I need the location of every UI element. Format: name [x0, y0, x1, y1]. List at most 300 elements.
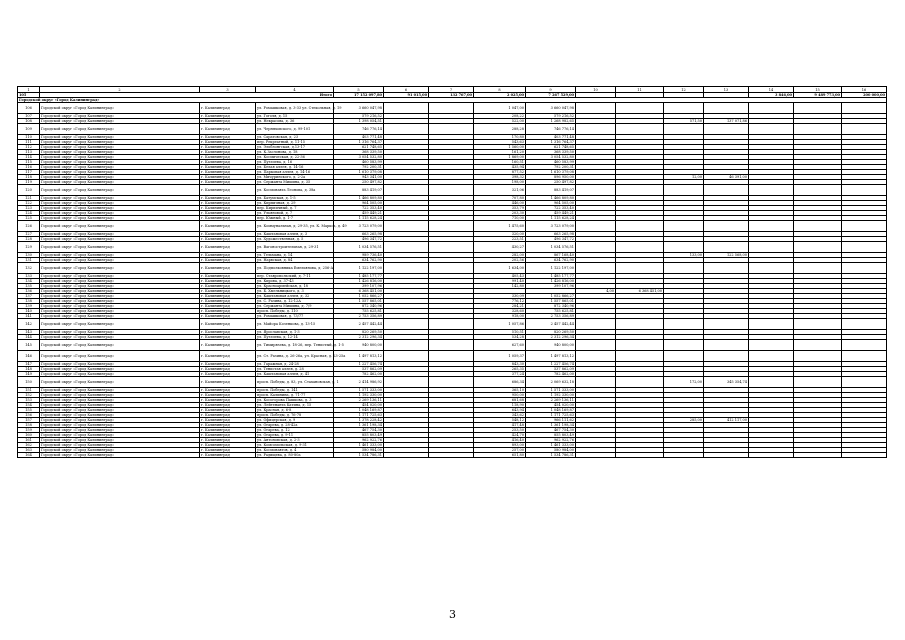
value-cell: 285,00 [664, 418, 704, 423]
district-cell: Городской округ «Город Калининград» [40, 309, 200, 314]
value-cell: 118,90 [474, 403, 526, 408]
row-number: 125 [18, 216, 40, 221]
row-number: 149 [18, 372, 40, 377]
city-cell: г. Калининград [200, 423, 256, 428]
address-cell: ул. Офицерская, д. 9 [256, 418, 334, 423]
value-cell [842, 340, 887, 351]
table-row [18, 351, 887, 362]
city-cell: г. Калининград [200, 124, 256, 135]
value-cell [664, 185, 704, 196]
value-cell: 663 265,98 [334, 232, 384, 237]
district-cell: Городской округ «Город Калининград» [40, 211, 200, 216]
city-cell: г. Калининград [200, 309, 256, 314]
city-cell: г. Калининград [200, 448, 256, 453]
value-cell: 964 505,00 [526, 201, 576, 206]
value-cell: 328,60 [474, 309, 526, 314]
value-cell [616, 242, 664, 253]
value-cell [794, 453, 842, 458]
value-cell: 1 485 177,77 [526, 274, 576, 279]
row-number: 151 [18, 388, 40, 393]
district-cell: Городской округ «Город Калининград» [40, 335, 200, 340]
value-cell: 534,28 [474, 335, 526, 340]
city-cell: г. Калининград [200, 351, 256, 362]
value-cell: 398,32 [474, 175, 526, 180]
value-cell: 1 316 764,37 [526, 140, 576, 145]
value-cell: 3 660 047,98 [334, 103, 384, 114]
value-cell [842, 221, 887, 232]
value-cell [664, 103, 704, 114]
value-cell [794, 377, 842, 388]
district-cell: Городской округ «Город Калининград» [40, 453, 200, 458]
row-number: 116 [18, 165, 40, 170]
value-cell: 403 771,48 [334, 135, 384, 140]
value-cell [384, 221, 429, 232]
district-cell: Городской округ «Город Калининград» [40, 433, 200, 438]
row-number: 127 [18, 232, 40, 237]
value-cell: 1 610 379,08 [526, 170, 576, 175]
value-cell: 1 192 330,00 [526, 393, 576, 398]
value-cell: 2 753 356,89 [334, 314, 384, 319]
city-cell: г. Калининград [200, 284, 256, 289]
district-cell: Городской округ «Город Калининград» [40, 448, 200, 453]
value-cell [749, 340, 794, 351]
value-cell [794, 340, 842, 351]
city-cell: г. Калининград [200, 237, 256, 242]
value-cell [429, 351, 474, 362]
row-number: 138 [18, 299, 40, 304]
value-cell: 459 449,21 [526, 211, 576, 216]
row-number: 153 [18, 398, 40, 403]
city-cell: г. Калининград [200, 201, 256, 206]
value-cell: 3 054 532,80 [526, 155, 576, 160]
value-cell: 1 571 333,00 [526, 388, 576, 393]
value-cell [704, 185, 749, 196]
value-cell: 1 534 786,31 [334, 453, 384, 458]
value-cell: 223,51 [474, 237, 526, 242]
district-cell: Городской округ «Город Калининград» [40, 304, 200, 309]
total-number: 105 [18, 93, 40, 98]
row-number: 139 [18, 304, 40, 309]
value-cell [704, 319, 749, 330]
value-cell [842, 351, 887, 362]
city-cell: г. Калининград [200, 274, 256, 279]
row-number: 145 [18, 340, 40, 351]
value-cell: 405,43 [474, 274, 526, 279]
city-cell: г. Калининград [200, 398, 256, 403]
value-cell [704, 124, 749, 135]
value-cell: 343,62 [474, 413, 526, 418]
value-cell: 320,00 [474, 232, 526, 237]
value-cell: 962 922,76 [526, 438, 576, 443]
value-cell: 416,40 [474, 438, 526, 443]
table-row [18, 340, 887, 351]
value-cell [842, 124, 887, 135]
value-cell [842, 103, 887, 114]
value-cell: 424,70 [474, 433, 526, 438]
city-cell: г. Калининград [200, 150, 256, 155]
total-cell: 7 267 529,00 [526, 93, 576, 98]
district-cell: Городской округ «Город Калининград» [40, 393, 200, 398]
value-cell [794, 103, 842, 114]
value-cell: 460 583,99 [334, 160, 384, 165]
address-cell: ул. Космонавта Леонова, д. 38а [256, 185, 334, 196]
value-cell: 203,30 [474, 211, 526, 216]
row-number: 114 [18, 155, 40, 160]
address-cell: ул. Огарева, д. 28-42а [256, 423, 334, 428]
value-cell [842, 242, 887, 253]
header-cell: 12 [664, 87, 704, 93]
row-number: 134 [18, 279, 40, 284]
value-cell: 12,00 [664, 175, 704, 180]
row-number: 106 [18, 103, 40, 114]
district-cell: Городской округ «Город Калининград» [40, 201, 200, 206]
city-cell: г. Калининград [200, 314, 256, 319]
value-cell: 2 312 296,34 [334, 335, 384, 340]
address-cell: просп. Победы, д. 76-78 [256, 413, 334, 418]
value-cell [749, 103, 794, 114]
value-cell: 634 762,90 [334, 258, 384, 263]
value-cell [794, 319, 842, 330]
value-cell: 265,35 [474, 367, 526, 372]
value-cell [664, 242, 704, 253]
value-cell: 1 869,00 [474, 155, 526, 160]
district-cell: Городской округ «Город Калининград» [40, 175, 200, 180]
city-cell: г. Калининград [200, 418, 256, 423]
city-cell: г. Калининград [200, 211, 256, 216]
table-row [18, 319, 887, 330]
value-cell: 208,22 [474, 114, 526, 119]
value-cell: 250 497,82 [526, 180, 576, 185]
value-cell: 2 269 136,11 [334, 398, 384, 403]
value-cell [749, 377, 794, 388]
value-cell [664, 263, 704, 274]
value-cell: 403 771,48 [526, 135, 576, 140]
value-cell [429, 185, 474, 196]
value-cell: 1 461 333,00 [526, 443, 576, 448]
address-cell: ул. Парковая аллея, д. 14-16 [256, 170, 334, 175]
value-cell [429, 242, 474, 253]
district-cell: Городской округ «Город Калининград» [40, 367, 200, 372]
district-cell: Городской округ «Город Калининград» [40, 155, 200, 160]
value-cell: 893,00 [474, 443, 526, 448]
city-cell: г. Калининград [200, 289, 256, 294]
city-cell: г. Калининград [200, 221, 256, 232]
row-number: 128 [18, 237, 40, 242]
value-cell [429, 453, 474, 458]
city-cell: г. Калининград [200, 413, 256, 418]
value-cell [429, 377, 474, 388]
value-cell [704, 103, 749, 114]
value-cell: 1 485 177,77 [334, 274, 384, 279]
value-cell: 2 457 442,44 [334, 319, 384, 330]
value-cell [704, 453, 749, 458]
district-cell: Городской округ «Город Калининград» [40, 438, 200, 443]
city-cell: г. Калининград [200, 196, 256, 201]
value-cell [842, 185, 887, 196]
value-cell [794, 242, 842, 253]
value-cell [384, 351, 429, 362]
address-cell: ул. Ярославская, д. 1-3 [256, 330, 334, 335]
value-cell: 964 505,00 [334, 201, 384, 206]
value-cell [749, 453, 794, 458]
value-cell: 137 071,86 [704, 119, 749, 124]
value-cell: 755 625,81 [526, 309, 576, 314]
address-cell: ул. Кирова, д. 37-43 [256, 279, 334, 284]
value-cell [664, 221, 704, 232]
value-cell: 1 361 198,34 [526, 423, 576, 428]
address-cell: ул. Пугачева, д. 12-14 [256, 335, 334, 340]
row-number: 107 [18, 114, 40, 119]
value-cell [576, 124, 616, 135]
value-cell: 467 754,30 [526, 428, 576, 433]
address-cell: ул. Каштановая аллея, д. 41 [256, 372, 334, 377]
value-cell [704, 340, 749, 351]
value-cell [576, 377, 616, 388]
value-cell [384, 124, 429, 135]
value-cell [384, 263, 429, 274]
city-cell: г. Калининград [200, 135, 256, 140]
value-cell: 580 984,00 [526, 448, 576, 453]
value-cell: 820 269,50 [526, 330, 576, 335]
value-cell [576, 319, 616, 330]
value-cell: 510,51 [474, 330, 526, 335]
city-cell: г. Калининград [200, 185, 256, 196]
row-number: 137 [18, 294, 40, 299]
address-cell: ул. Огарева, д. 12 [256, 428, 334, 433]
district-cell: Городской округ «Город Калининград» [40, 150, 200, 155]
value-cell: 365,10 [474, 388, 526, 393]
value-cell: 1 268 982,65 [526, 119, 576, 124]
value-cell [616, 319, 664, 330]
row-number: 141 [18, 314, 40, 319]
district-cell: Городской округ «Город Калининград» [40, 423, 200, 428]
value-cell: 918,00 [474, 314, 526, 319]
row-number: 122 [18, 201, 40, 206]
value-cell [704, 221, 749, 232]
value-cell [616, 263, 664, 274]
district-cell: Городской округ «Город Калининград» [40, 237, 200, 242]
value-cell: 651,80 [474, 453, 526, 458]
city-cell: г. Калининград [200, 103, 256, 114]
value-cell [616, 340, 664, 351]
city-cell: г. Калининград [200, 304, 256, 309]
row-number: 164 [18, 453, 40, 458]
district-cell: Городской округ «Город Калининград» [40, 314, 200, 319]
value-cell: 3 660 047,98 [526, 103, 576, 114]
address-cell: ул. Тимирязева, д. 18-26, пер. Тенистый, д. 1-5 [256, 340, 334, 351]
value-cell: 6 368 451,00 [334, 289, 384, 294]
value-cell: 1 466 809,80 [526, 196, 576, 201]
row-number: 120 [18, 185, 40, 196]
row-number: 112 [18, 145, 40, 150]
address-cell: ул. Подполковника Емельянова, д. 256-А [256, 263, 334, 274]
value-cell: 755 625,81 [334, 309, 384, 314]
value-cell: 1 122 197,00 [526, 263, 576, 274]
value-cell: 710,00 [474, 216, 526, 221]
city-cell: г. Калининград [200, 119, 256, 124]
address-cell: ул. Б. Хмельницкого, д. 3 [256, 289, 334, 294]
value-cell: 1 557 865,01 [526, 299, 576, 304]
row-number: 148 [18, 367, 40, 372]
table-body [18, 87, 887, 458]
value-cell [576, 221, 616, 232]
value-cell: 368 339,50 [526, 150, 576, 155]
district-cell: Городской округ «Город Калининград» [40, 160, 200, 165]
address-cell: ул. Каштановая аллея, д. 32 [256, 294, 334, 299]
value-cell: 1 534 786,31 [526, 453, 576, 458]
city-cell: г. Калининград [200, 388, 256, 393]
value-cell [794, 263, 842, 274]
city-cell: г. Калининград [200, 428, 256, 433]
address-cell: ул. Ст. Разина, д. 26-26а, ул. Красная, д. 23-25а [256, 351, 334, 362]
value-cell: 161,20 [474, 150, 526, 155]
address-cell: ул. Сержанта Мишина, д. 35 [256, 180, 334, 185]
district-cell: Городской округ «Город Калининград» [40, 403, 200, 408]
value-cell: 1 227 456,74 [334, 362, 384, 367]
value-cell: 991,40 [474, 279, 526, 284]
value-cell: 1 634,00 [474, 263, 526, 274]
header-cell: 15 [794, 87, 842, 93]
city-cell: г. Калининград [200, 294, 256, 299]
address-cell: ул. Гоголя, д. 15 [256, 114, 334, 119]
value-cell: 2 269 136,11 [526, 398, 576, 403]
city-cell: г. Калининград [200, 319, 256, 330]
value-cell: 1 047,00 [474, 103, 526, 114]
value-cell [616, 124, 664, 135]
value-cell [749, 351, 794, 362]
value-cell: 284,21 [474, 304, 526, 309]
header-cell: 5 [334, 87, 384, 93]
value-cell [384, 377, 429, 388]
row-number: 136 [18, 289, 40, 294]
header-cell: 14 [749, 87, 794, 93]
table-row [18, 124, 887, 135]
header-cell: 9 [526, 87, 576, 93]
value-cell: 430,27 [474, 242, 526, 253]
value-cell: 399 107,96 [334, 284, 384, 289]
value-cell: 943 341,00 [334, 175, 384, 180]
value-cell: 4,00 [576, 289, 616, 294]
district-cell: Городской округ «Город Калининград» [40, 114, 200, 119]
value-cell [842, 263, 887, 274]
value-cell: 843,30 [474, 362, 526, 367]
row-number: 135 [18, 284, 40, 289]
value-cell [576, 185, 616, 196]
value-cell: 940 800,00 [526, 340, 576, 351]
address-cell: ул. Радищева, д. 80-80а [256, 453, 334, 458]
address-cell: ул. Красноармейская, д. 18 [256, 284, 334, 289]
value-cell [794, 124, 842, 135]
value-cell: 496 347,72 [526, 237, 576, 242]
address-cell: пер. Ставропольский, д. 7-11 [256, 274, 334, 279]
district-cell: Городской округ «Город Калининград» [40, 299, 200, 304]
row-number: 160 [18, 433, 40, 438]
district-cell: Городской округ «Город Калининград» [40, 185, 200, 196]
row-number: 123 [18, 206, 40, 211]
value-cell [664, 453, 704, 458]
value-cell: 621 748,65 [334, 145, 384, 150]
value-cell: 1 122 197,00 [334, 263, 384, 274]
value-cell: 722 353,40 [334, 206, 384, 211]
city-cell: г. Калининград [200, 403, 256, 408]
value-cell: 1 057,86 [474, 319, 526, 330]
value-cell: 746 776,14 [526, 124, 576, 135]
value-cell [429, 340, 474, 351]
value-cell: 537 862,09 [526, 367, 576, 372]
value-cell: 543,63 [474, 140, 526, 145]
city-cell: г. Калининград [200, 377, 256, 388]
row-number: 152 [18, 393, 40, 398]
value-cell [749, 319, 794, 330]
city-cell: г. Калининград [200, 279, 256, 284]
city-cell: г. Калининград [200, 299, 256, 304]
district-cell: Городской округ «Город Калининград» [40, 119, 200, 124]
value-cell: 1 052 866,27 [334, 294, 384, 299]
address-cell: ул. Нарвская, д. 84 [256, 258, 334, 263]
district-cell: Городской округ «Город Калининград» [40, 165, 200, 170]
value-cell: 627,60 [474, 340, 526, 351]
table-row [18, 103, 887, 114]
row-number: 130 [18, 253, 40, 258]
value-cell [749, 242, 794, 253]
value-cell: 460 583,99 [526, 160, 576, 165]
value-cell: 686,34 [474, 377, 526, 388]
value-cell: 1 052 866,27 [526, 294, 576, 299]
value-cell [664, 319, 704, 330]
value-cell: 3 723 079,00 [334, 221, 384, 232]
value-cell: 399 107,96 [526, 284, 576, 289]
table-row [18, 185, 887, 196]
total-cell: 132 767,00 [429, 93, 474, 98]
address-cell: ул. Красная, д. 6-8 [256, 408, 334, 413]
value-cell: 792 200,31 [526, 165, 576, 170]
district-cell: Городской округ «Город Калининград» [40, 408, 200, 413]
value-cell: 1 059,37 [474, 351, 526, 362]
address-cell: ул. Космическая, д. 22-36 [256, 155, 334, 160]
value-cell: 792 200,31 [334, 165, 384, 170]
district-cell: Городской округ «Город Калининград» [40, 377, 200, 388]
value-cell: 1 571 333,00 [334, 388, 384, 393]
district-cell: Городской округ «Город Калининград» [40, 206, 200, 211]
row-number: 155 [18, 408, 40, 413]
value-cell: 681,68 [474, 398, 526, 403]
district-cell: Городской округ «Город Калининград» [40, 388, 200, 393]
document-page [17, 86, 886, 458]
value-cell [429, 263, 474, 274]
header-cell: 7 [429, 87, 474, 93]
row-number: 159 [18, 428, 40, 433]
address-cell: ул. Косогорова Пашкова, д. 3 [256, 398, 334, 403]
city-cell: г. Калининград [200, 170, 256, 175]
value-cell: 782 462,00 [526, 372, 576, 377]
district-cell: Городской округ «Город Калининград» [40, 330, 200, 335]
row-number: 140 [18, 309, 40, 314]
value-cell [704, 351, 749, 362]
page-number: 3 [449, 608, 456, 621]
address-cell: ул. Некрасова, д. 36 [256, 119, 334, 124]
value-cell: 417,48 [474, 423, 526, 428]
city-cell: г. Калининград [200, 216, 256, 221]
value-cell: 1 115 628,24 [334, 216, 384, 221]
district-cell: Городской округ «Город Калининград» [40, 135, 200, 140]
value-cell: 142,80 [474, 284, 526, 289]
address-cell: просп. Победы, д. 141 [256, 388, 334, 393]
value-cell [749, 221, 794, 232]
district-cell: Городской округ «Город Калининград» [40, 232, 200, 237]
district-cell: Городской округ «Город Калининград» [40, 362, 200, 367]
district-cell: Городской округ «Город Калининград» [40, 103, 200, 114]
district-cell: Городской округ «Город Калининград» [40, 340, 200, 351]
